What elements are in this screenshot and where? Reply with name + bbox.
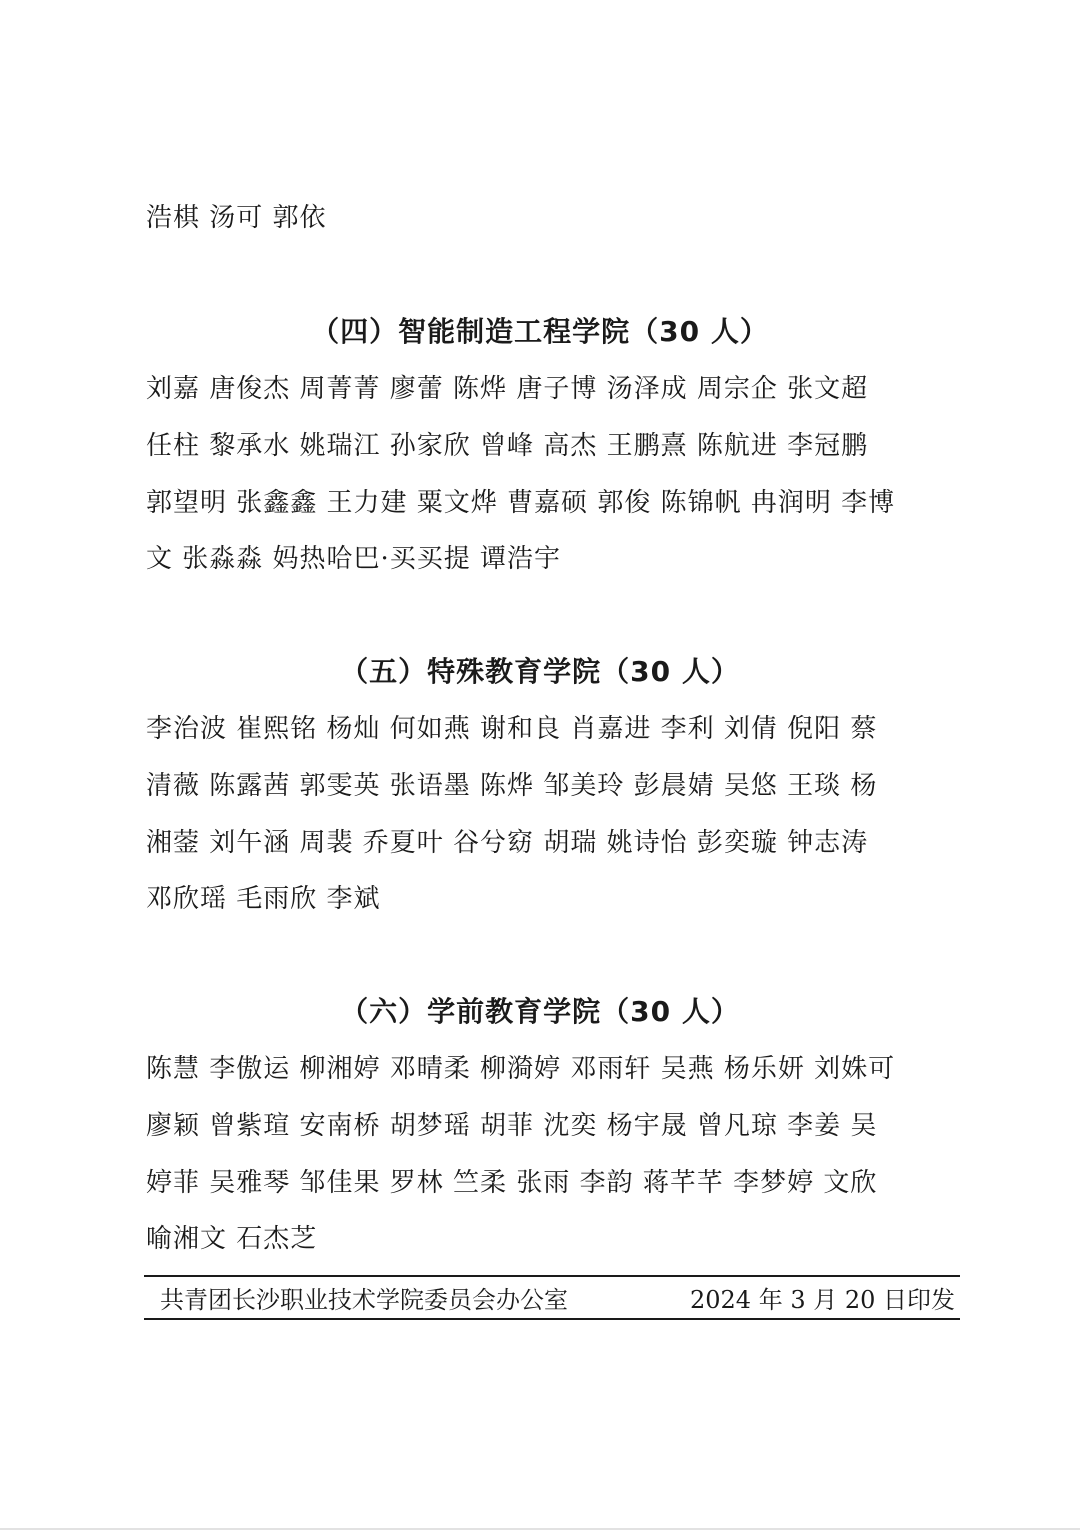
footer-issue-date: 2024 年 3 月 20 日印发 [690, 1286, 956, 1314]
footer-issuer: 共青团长沙职业技术学院委员会办公室 [160, 1286, 568, 1314]
name-list-line: 邓欣瑶 毛雨欣 李斌 [146, 884, 381, 914]
name-list-line: 婷菲 吴雅琴 邹佳果 罗林 竺柔 张雨 李韵 蒋芊芊 李梦婷 文欣 [146, 1168, 878, 1198]
previous-section-names-continued: 浩棋 汤可 郭依 [146, 203, 327, 233]
name-list-line: 陈慧 李傲运 柳湘婷 邓晴柔 柳漪婷 邓雨轩 吴燕 杨乐妍 刘姝可 [146, 1054, 896, 1084]
name-list-line: 李治波 崔熙铭 杨灿 何如燕 谢和良 肖嘉进 李利 刘倩 倪阳 蔡 [146, 714, 878, 744]
name-list-line: 任柱 黎承水 姚瑞江 孙家欣 曾峰 高杰 王鹏熹 陈航进 李冠鹏 [146, 431, 869, 461]
name-list-line: 刘嘉 唐俊杰 周菁菁 廖蕾 陈烨 唐子博 汤泽成 周宗企 张文超 [146, 374, 869, 404]
section-heading-preschool-education: （六）学前教育学院（30 人） [340, 995, 740, 1028]
name-list-line: 文 张淼淼 妈热哈巴·买买提 谭浩宇 [146, 544, 562, 574]
section-heading-intelligent-manufacturing: （四）智能制造工程学院（30 人） [311, 315, 769, 348]
footer-bottom-rule [144, 1318, 960, 1320]
name-list-line: 郭望明 张鑫鑫 王力建 粟文烨 曹嘉硕 郭俊 陈锦帆 冉润明 李博 [146, 488, 896, 518]
section-heading-special-education: （五）特殊教育学院（30 人） [340, 655, 740, 688]
name-list-line: 廖颖 曾紫瑄 安南桥 胡梦瑶 胡菲 沈奕 杨宇晟 曾凡琼 李姜 吴 [146, 1111, 878, 1141]
name-list-line: 湘蓥 刘午涵 周裴 乔夏叶 谷兮窈 胡瑞 姚诗怡 彭奕璇 钟志涛 [146, 828, 869, 858]
name-list-line: 喻湘文 石杰芝 [146, 1224, 318, 1254]
name-list-line: 清薇 陈露茜 郭雯英 张语墨 陈烨 邹美玲 彭晨婧 吴悠 王琰 杨 [146, 771, 878, 801]
footer-top-rule [144, 1275, 960, 1277]
